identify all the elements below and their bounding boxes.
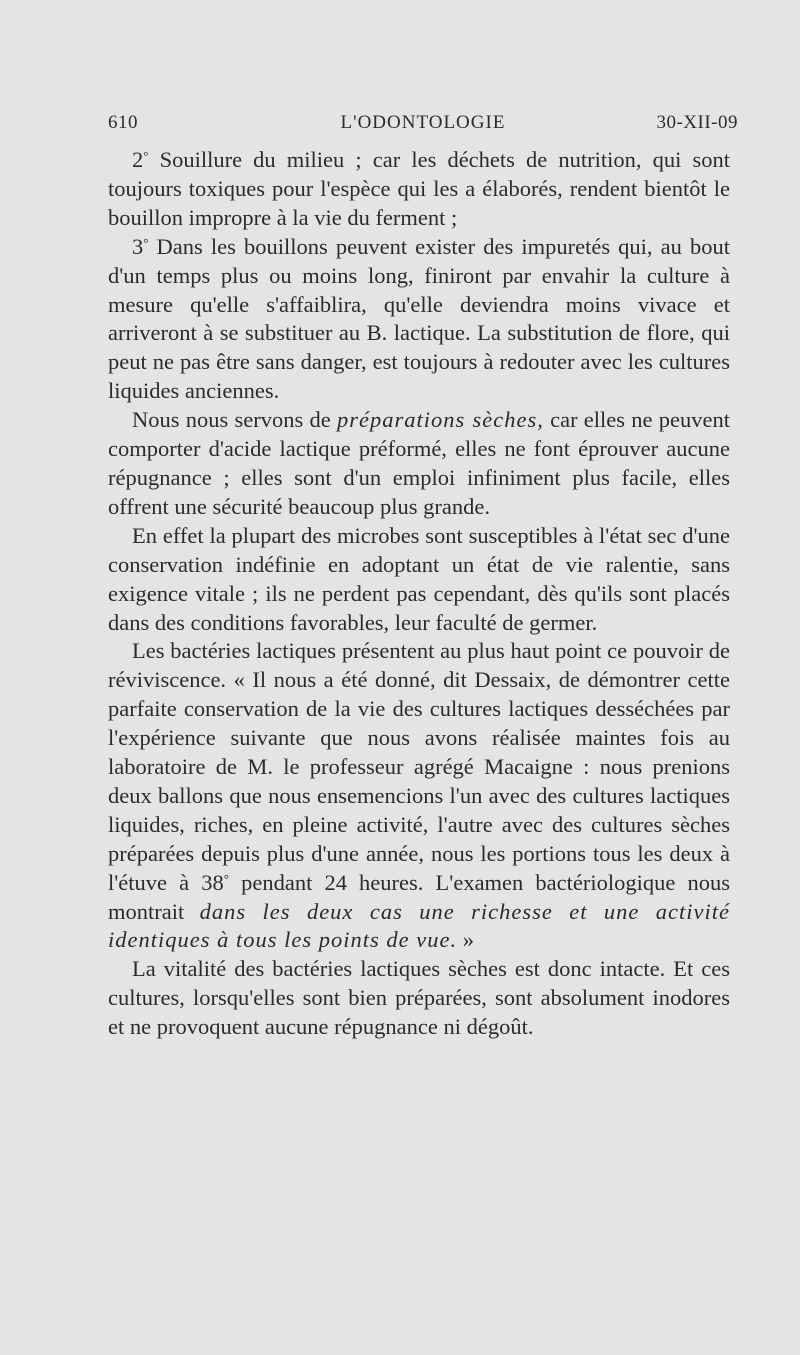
paragraph-souillure <box>108 146 730 233</box>
italic-quote: dans les deux cas une richesse et une activité identiques à tous les points de vue. <box>108 898 730 953</box>
degree-mark: ° <box>143 148 149 163</box>
paragraph-conservation <box>108 522 730 638</box>
paragraph-text: En effet la plupart des microbes sont susceptibles à l'état sec d'une conservation indéfinie en adoptant un état de vie ralentie, sans exigence vitale ; ils ne perdent pas cependant, dès qu'ils sont placés dans des conditions favorables, leur faculté de germer. <box>108 522 730 635</box>
item-number: 3 <box>132 233 144 259</box>
paragraph-text: pendant 24 heures. L'examen bactériologique nous montrait <box>108 869 730 924</box>
italic-phrase: préparations sèches, <box>336 407 544 433</box>
paragraph-text: » <box>457 927 474 953</box>
page-number: 610 <box>108 112 138 133</box>
paragraph-impuretes <box>108 233 730 406</box>
degree-mark: ° <box>143 234 149 250</box>
paragraph-text: car elles ne peuvent comporter d'acide lactique préformé, elles ne font éprouver aucune répugnance ; elles sont d'un emploi infiniment plus facile, elles offrent une sécurité beaucoup plus grande. <box>108 407 730 519</box>
body-text <box>108 146 730 1042</box>
paragraph-text: Dans les bouillons peuvent exister des impuretés qui, au bout d'un temps plus ou moins long, finiront par envahir la culture à mesure qu'elle s'affaiblira, qu'elle deviendra moins vivace et arriveront à se substituer au B. lactique. La substitution de flore, qui peut ne pas être sans danger, est toujours à redouter avec les cultures liquides anciennes. <box>108 233 730 404</box>
temperature-value: 38 <box>201 869 224 895</box>
paragraph-text: Nous nous servons de <box>132 407 337 433</box>
running-head <box>108 112 738 138</box>
paragraph-text: La vitalité des bactéries lactiques sèches est donc intacte. Et ces cultures, lorsqu'elles sont bien préparées, sont absolument inodores et ne provoquent aucune répugnance ni dégoût. <box>108 956 730 1040</box>
paragraph-text: Souillure du milieu ; car les déchets de nutrition, qui sont toujours toxiques pour l'espèce qui les a élaborés, rendent bientôt le bouillon impropre à la vie du ferment ; <box>108 147 730 230</box>
item-number: 2 <box>132 147 144 172</box>
paragraph-preparations-seches <box>108 406 730 522</box>
paragraph-text: Les bactéries lactiques présentent au plus haut point ce pouvoir de réviviscence. « Il nous a été donné, dit Dessaix, de démontrer cette parfaite conservation de la vie des cultures lactiques desséchées par l'expérience suivante que nous avons réalisée maintes fois au laboratoire de M. le professeur agrégé Macaigne : nous prenions deux ballons que nous ensemencions l'un avec des cultures lactiques liquides, riches, en pleine activité, l'autre avec des cultures sèches préparées depuis plus d'une année, nous les portions tous les deux à l'étuve à <box>108 638 730 895</box>
issue-date: 30-XII-09 <box>656 112 738 133</box>
paragraph-vitalite <box>108 955 730 1042</box>
paragraph-reviviscence <box>108 637 730 955</box>
journal-title: L'ODONTOLOGIE <box>340 112 506 133</box>
degree-mark: ° <box>223 870 229 886</box>
